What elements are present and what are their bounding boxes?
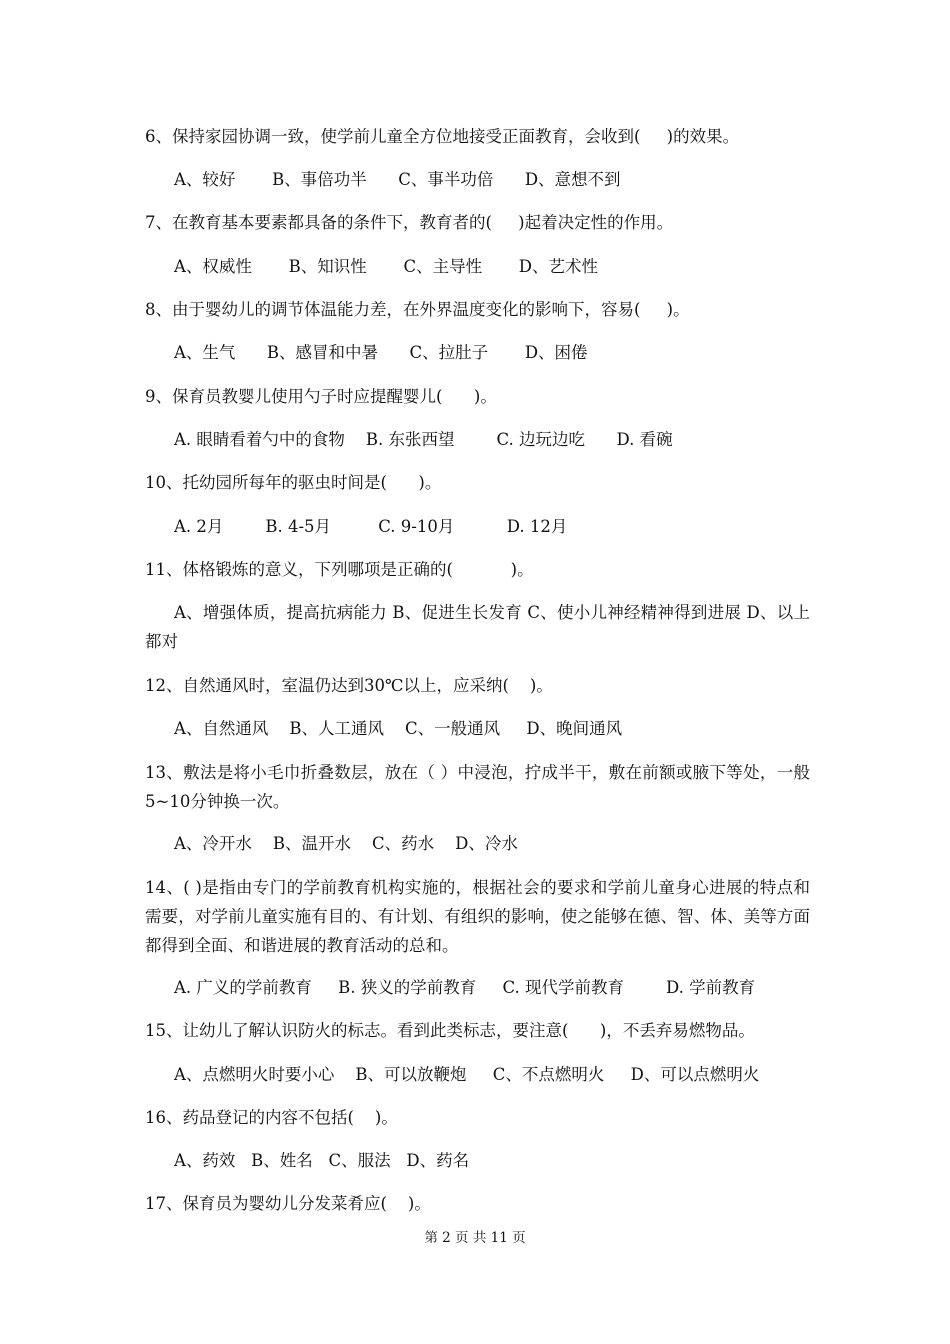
question-8-options: A、生气 B、感冒和中暑 C、拉肚子 D、困倦: [174, 343, 588, 362]
question-15: 15、让幼儿了解认识防火的标志。看到此类标志，要注意( )，不丢弃易燃物品。: [145, 1021, 755, 1040]
page-footer: 第 2 页 共 11 页: [424, 1230, 526, 1246]
question-10: 10、托幼园所每年的驱虫时间是( )。: [145, 473, 442, 492]
question-7-options: A、权威性 B、知识性 C、主导性 D、艺术性: [174, 257, 599, 276]
question-12-options: A、自然通风 B、人工通风 C、一般通风 D、晚间通风: [174, 719, 623, 738]
question-14: 14、( )是指由专门的学前教育机构实施的，根据社会的要求和学前儿童身心进展的特点和需要，对学前儿童实施有目的、有计划、有组织的影响，使之能够在德、智、体、美等方面都得到全面、和谐进展的教育活动的总和。: [145, 878, 810, 955]
question-9-options: A. 眼睛看着勺中的食物 B. 东张西望 C. 边玩边吃 D. 看碗: [174, 430, 673, 449]
question-13: 13、敷法是将小毛巾折叠数层，放在（ ）中浸泡，拧成半干，敷在前额或腋下等处，一般5~10分钟换一次。: [145, 763, 810, 811]
question-10-options: A. 2月 B. 4-5月 C. 9-10月 D. 12月: [174, 517, 568, 536]
question-12: 12、自然通风时，室温仍达到30℃以上，应采纳( )。: [145, 676, 553, 695]
question-17: 17、保育员为婴幼儿分发菜肴应( )。: [145, 1194, 431, 1213]
question-6: 6、保持家园协调一致，使学前儿童全方位地接受正面教育，会收到( )的效果。: [145, 127, 740, 146]
question-8: 8、由于婴幼儿的调节体温能力差，在外界温度变化的影响下，容易( )。: [145, 300, 690, 319]
question-16-options: A、药效 B、姓名 C、服法 D、药名: [174, 1151, 470, 1170]
question-6-options: A、较好 B、事倍功半 C、事半功倍 D、意想不到: [174, 170, 621, 189]
question-11: 11、体格锻炼的意义，下列哪项是正确的( )。: [145, 560, 534, 579]
question-15-options: A、点燃明火时要小心 B、可以放鞭炮 C、不点燃明火 D、可以点燃明火: [174, 1065, 760, 1084]
question-11-options: A、增强体质，提高抗病能力 B、促进生长发育 C、使小儿神经精神得到进展 D、以上都对: [145, 603, 810, 651]
question-13-options: A、冷开水 B、温开水 C、药水 D、冷水: [174, 834, 518, 853]
question-14-options: A. 广义的学前教育 B. 狭义的学前教育 C. 现代学前教育 D. 学前教育: [174, 978, 756, 997]
question-16: 16、药品登记的内容不包括( )。: [145, 1108, 398, 1127]
question-7: 7、在教育基本要素都具备的条件下，教育者的( )起着决定性的作用。: [145, 213, 674, 232]
question-9: 9、保育员教婴儿使用勺子时应提醒婴儿( )。: [145, 387, 497, 406]
